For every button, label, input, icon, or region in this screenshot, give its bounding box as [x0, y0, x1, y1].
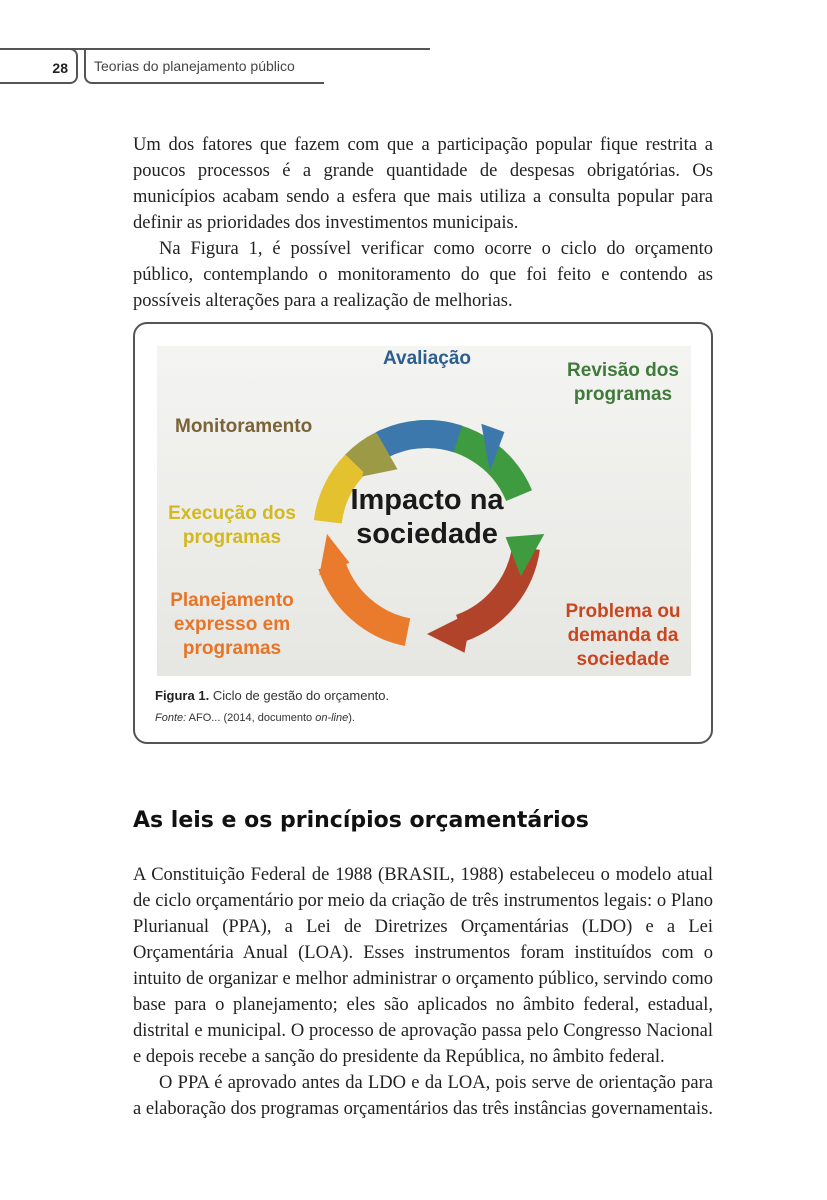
section-paragraph-2: O PPA é aprovado antes da LDO e da LOA, pois serve de orientação para a elaboração dos programas orçamentários das três instâncias governamentais. [133, 1073, 713, 1119]
label-planejamento-line-2: expresso em [173, 614, 291, 635]
label-avaliacao: Avaliação [382, 348, 472, 369]
label-revisao-line-1: Revisão dos [567, 360, 679, 381]
caption-label: Figura 1. [155, 688, 210, 703]
source-label: Fonte: [155, 712, 187, 724]
arc-blue [382, 434, 458, 445]
caption-text: Ciclo de gestão do orçamento. [212, 688, 390, 703]
source-text-2: ). [348, 712, 355, 724]
label-revisao-line-2: programas [573, 384, 673, 405]
label-planejamento-line-1: Planejamento [170, 590, 294, 611]
budget-cycle-diagram [157, 346, 691, 676]
intro-paragraph-2: Na Figura 1, é possível verificar como ocorre o ciclo do orçamento público, contemplando o monitoramento do que foi feito e contendo as possíveis alterações para a realização de melhorias. [133, 239, 713, 311]
page-header [0, 0, 827, 100]
section-title: As leis e os princípios orçamentários [133, 808, 589, 833]
figure-box [133, 322, 713, 744]
center-label-line-1: Impacto na [350, 484, 504, 516]
intro-text [133, 132, 713, 314]
chapter-title: Teorias do planejamento público [84, 48, 324, 84]
figure-source [155, 712, 355, 724]
label-execucao-line-2: programas [182, 527, 282, 548]
source-text-italic: on-line [315, 712, 349, 724]
label-problema-line-1: Problema ou [565, 601, 681, 622]
section-paragraph-1: A Constituição Federal de 1988 (BRASIL, 1988) estabeleceu o modelo atual de ciclo orçamentário por meio da criação de três instrumentos legais: o Plano Plurianual (PPA), a Lei de Diretrizes Orçamentárias (LDO) e a Lei Orçamentária Anual (LOA). Esses instrumentos foram instituídos com o intuito de organizar e melhor administrar o orçamento público, servindo como base para o planejamento; eles são aplicados no âmbito federal, estadual, distrital e municipal. O processo de aprovação passa pelo Congresso Nacional e depois recebe a sanção do presidente da República, no âmbito federal. [133, 865, 713, 1067]
section-text [133, 862, 713, 1122]
label-planejamento-line-3: programas [182, 638, 282, 659]
page-number: 28 [0, 48, 78, 84]
label-problema-line-3: sociedade [576, 649, 670, 670]
center-label-line-2: sociedade [356, 518, 498, 550]
figure-caption [155, 688, 389, 703]
label-problema-line-2: demanda da [567, 625, 679, 646]
source-text-1: AFO... (2014, documento [188, 712, 313, 724]
label-execucao-line-1: Execução dos [168, 503, 296, 524]
label-monitoramento: Monitoramento [175, 416, 313, 437]
intro-paragraph-1: Um dos fatores que fazem com que a participação popular fique restrita a poucos processos é a grande quantidade de despesas obrigatórias. Os municípios acabam sendo a esfera que mais utiliza a consulta popular para definir as prioridades dos investimentos municipais. [133, 135, 713, 233]
